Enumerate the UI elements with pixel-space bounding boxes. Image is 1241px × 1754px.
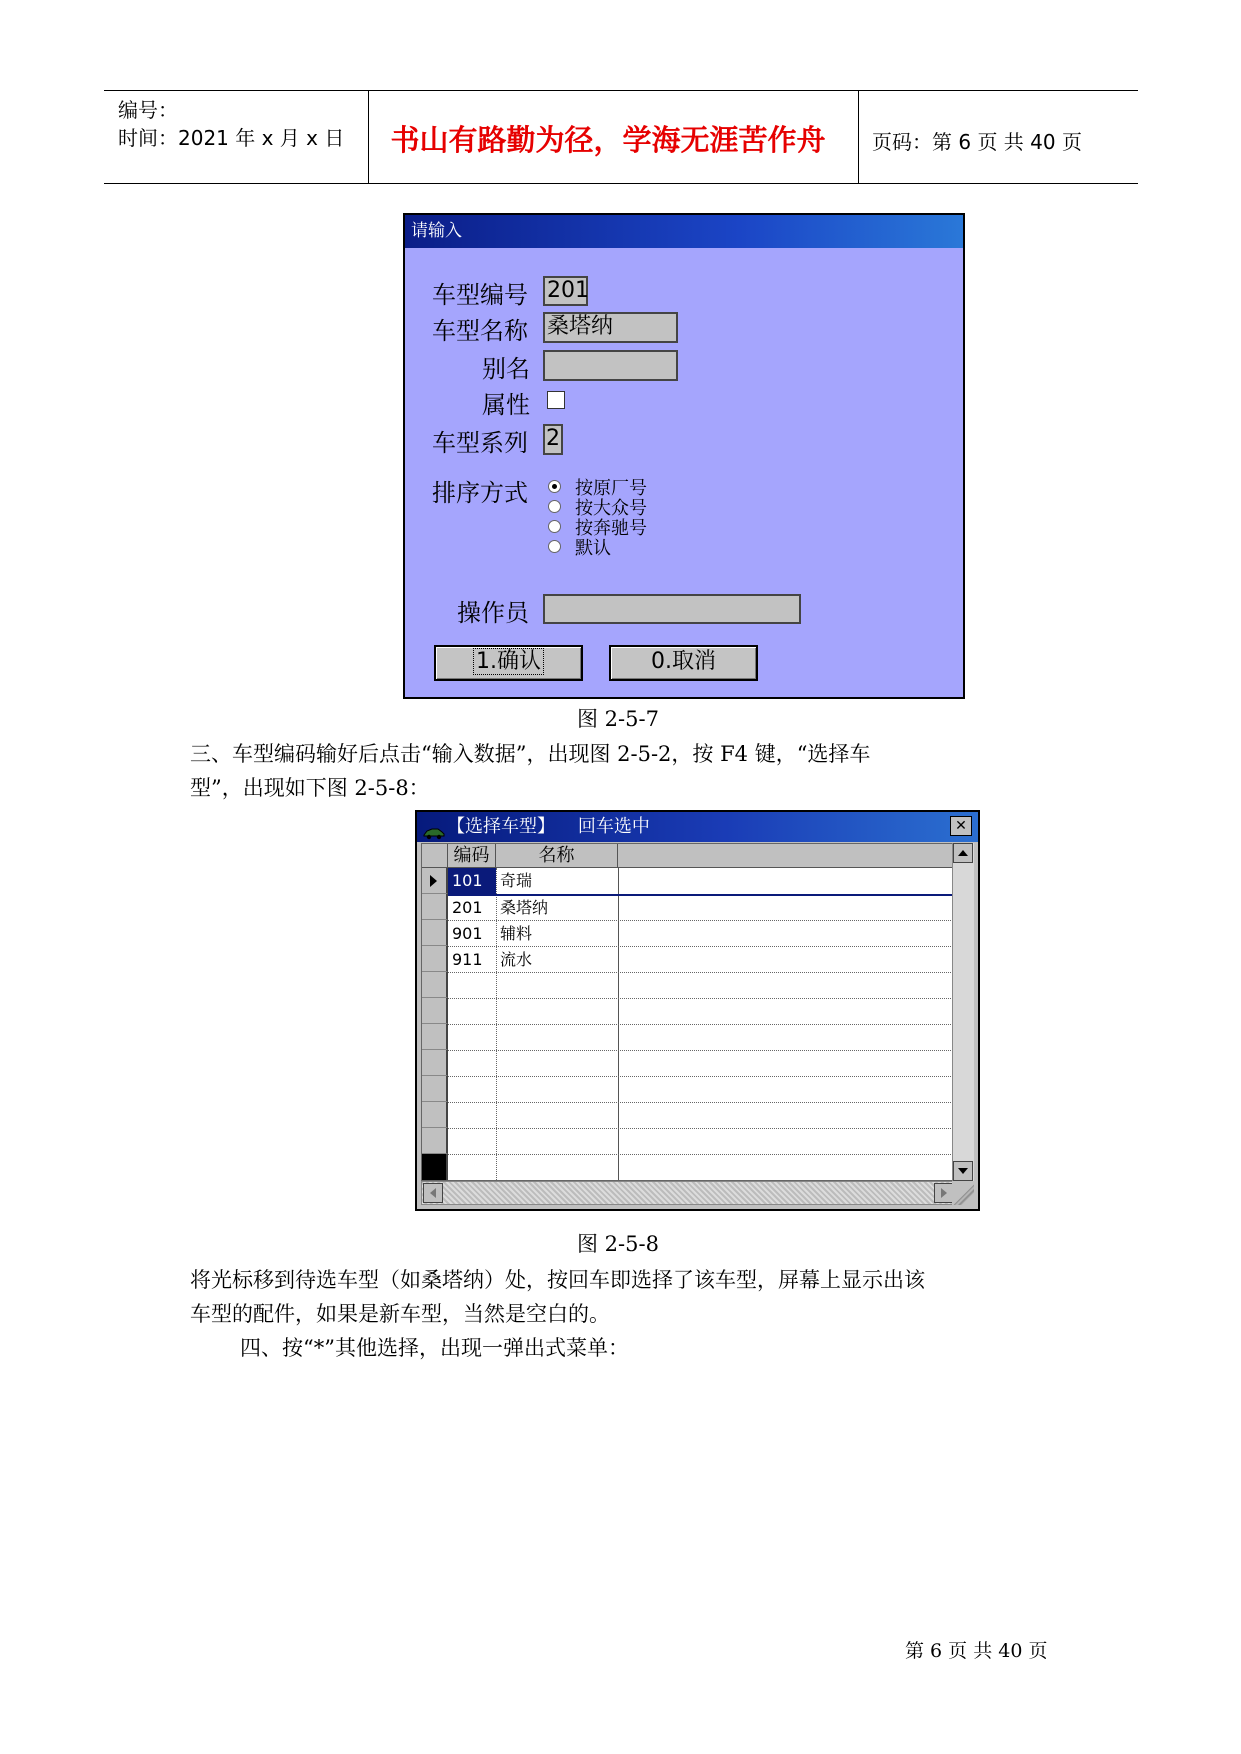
page-footer: 第 6 页 共 40 页: [905, 1640, 1048, 1662]
row-indicator[interactable]: [422, 1050, 448, 1076]
page-info: 页码：第 6 页 共 40 页: [872, 130, 1082, 154]
scroll-right-button[interactable]: [934, 1183, 954, 1203]
row-divider: [448, 1076, 956, 1077]
input-dialog: [403, 213, 965, 699]
model-code-field[interactable]: 201: [543, 276, 588, 306]
select-model-dialog: [415, 810, 980, 1211]
row-indicator[interactable]: [422, 998, 448, 1024]
header-motto: 书山有路勤为径，学海无涯苦作舟: [390, 123, 826, 157]
row-indicator[interactable]: [422, 1102, 448, 1128]
operator-field[interactable]: [543, 594, 801, 624]
header-bottom-rule: [104, 183, 1138, 184]
scroll-up-button[interactable]: [953, 843, 973, 863]
row-indicator[interactable]: [422, 920, 448, 946]
row-indicator[interactable]: [422, 1024, 448, 1050]
row-name-cell[interactable]: 辅料: [500, 924, 533, 943]
resize-grip-icon[interactable]: [952, 1181, 974, 1205]
confirm-button[interactable]: [434, 645, 583, 681]
series-field[interactable]: 2: [543, 424, 563, 455]
scroll-left-button[interactable]: [423, 1183, 443, 1203]
row-indicator[interactable]: [422, 946, 448, 972]
row-code-cell[interactable]: 201: [452, 898, 483, 917]
attribute-label: 属性: [482, 391, 530, 419]
model-grid: [421, 843, 956, 1181]
row-divider: [448, 1154, 956, 1155]
row-code-cell[interactable]: 901: [452, 924, 483, 943]
close-icon: ✕: [955, 818, 967, 834]
sort-radio-option-2[interactable]: [548, 500, 561, 513]
model-name-field[interactable]: 桑塔纳: [543, 312, 678, 343]
confirm-button-label: 1.确认: [476, 649, 541, 674]
sort-radio-label-2: 按大众号: [575, 498, 647, 519]
car-icon: [423, 820, 445, 832]
cancel-button[interactable]: 0.取消: [609, 645, 758, 681]
sort-radio-label-3: 按奔驰号: [575, 518, 647, 539]
scroll-up-icon: [958, 850, 968, 856]
paragraph-step-3-line-2: 型”，出现如下图 2-5-8：: [190, 776, 430, 800]
select-model-title-bar: [417, 812, 978, 842]
row-divider: [448, 998, 956, 999]
sort-radio-label-1: 按原厂号: [575, 478, 647, 499]
series-label: 车型系列: [432, 429, 528, 457]
row-divider: [448, 1128, 956, 1129]
select-model-title: 【选择车型】 回车选中: [447, 816, 650, 837]
grid-header-filler: [618, 844, 956, 868]
figure-caption-2-5-7: 图 2-5-7: [577, 707, 659, 731]
operator-label: 操作员: [457, 599, 529, 627]
input-dialog-title: 请输入: [405, 215, 963, 248]
sort-radio-option-4[interactable]: [548, 540, 561, 553]
model-name-label: 车型名称: [432, 317, 528, 345]
horizontal-scrollbar[interactable]: [421, 1181, 956, 1205]
close-button[interactable]: [950, 816, 972, 836]
row-indicator[interactable]: [422, 1128, 448, 1154]
paragraph-step-4: 四、按“*”其他选择，出现一弹出式菜单：: [240, 1336, 629, 1360]
paragraph-step-3-line-1: 三、车型编码输好后点击“输入数据”，出现图 2-5-2，按 F4 键，“选择车: [190, 742, 871, 766]
row-indicator[interactable]: [422, 972, 448, 998]
row-indicator[interactable]: [422, 1154, 448, 1181]
model-code-label: 车型编号: [432, 281, 528, 309]
paragraph-select-line-2: 车型的配件，如果是新车型，当然是空白的。: [190, 1302, 610, 1326]
row-indicator-1[interactable]: [422, 868, 448, 894]
alias-label: 别名: [482, 355, 530, 383]
row-code-cell[interactable]: 911: [452, 950, 483, 969]
scroll-down-icon: [958, 1168, 968, 1174]
vertical-scrollbar[interactable]: [952, 843, 974, 1181]
row-name-cell[interactable]: 桑塔纳: [500, 898, 549, 917]
current-row-arrow-icon: [430, 875, 437, 887]
row-code-cell[interactable]: 101: [448, 868, 496, 894]
row-name-cell[interactable]: 奇瑞: [500, 871, 533, 890]
alias-field[interactable]: [543, 350, 678, 381]
row-divider: [448, 1024, 956, 1025]
row-indicator[interactable]: [422, 894, 448, 920]
grid-header-code: 编码: [448, 844, 496, 868]
sort-radio-option-3[interactable]: [548, 520, 561, 533]
row-name-cell[interactable]: 流水: [500, 950, 533, 969]
grid-header-indicator: [422, 844, 448, 868]
scroll-right-icon: [941, 1188, 947, 1198]
sort-radio-label-4: 默认: [575, 538, 611, 559]
row-indicator[interactable]: [422, 1076, 448, 1102]
sort-label: 排序方式: [432, 479, 528, 507]
scroll-left-icon: [430, 1188, 436, 1198]
scroll-down-button[interactable]: [953, 1161, 973, 1181]
header-divider-right: [858, 90, 859, 183]
figure-caption-2-5-8: 图 2-5-8: [577, 1232, 659, 1256]
doc-number-label: 编号：: [118, 98, 178, 122]
header-top-rule: [104, 90, 1138, 91]
row-divider: [448, 1050, 956, 1051]
row-divider: [448, 1102, 956, 1103]
paragraph-select-line-1: 将光标移到待选车型（如桑塔纳）处，按回车即选择了该车型，屏幕上显示出该: [190, 1268, 925, 1292]
time-label: 时间：2021 年 x 月 x 日: [118, 126, 345, 150]
attribute-checkbox[interactable]: [547, 391, 565, 409]
sort-radio-option-1[interactable]: [548, 480, 561, 493]
grid-header-name: 名称: [496, 844, 618, 868]
